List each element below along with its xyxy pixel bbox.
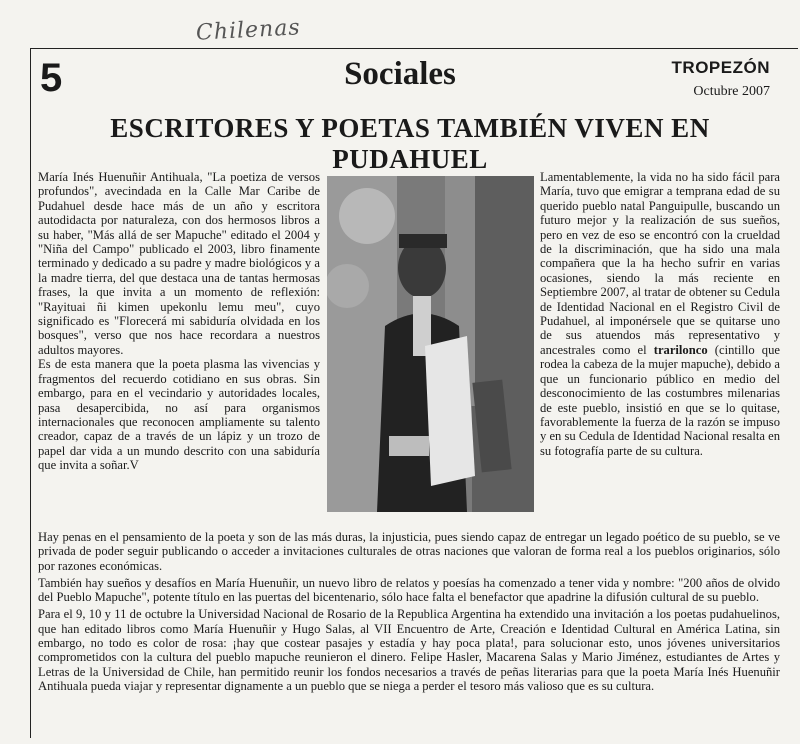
paragraph: También hay sueños y desafíos en María Huenuñir, un nuevo libro de relatos y poesías ha comenzado a tener vida y nombre: "200 años de olvido del Pueblo Mapuche", potente título en las puertas del bicentenario, sólo hace falta el benefactor que apadrine la difusión cultural de su pueblo. (38, 575, 780, 605)
paragraph-text: Lamentablemente, la vida no ha sido fácil para María, tuvo que emigrar a temprana edad de su querido pueblo natal Panguipulle, buscando un futuro mejor y la realización de sus sueños, pero en vez de eso se encontró con la crueldad de la discriminación, que ha sido una mala compañera que la ha hecho sufrir en varias ocasiones, siendo la más reciente en Septiembre 2007, al tratar de obtener su Cedula de Identidad Nacional en el Registro Civil de Pudahuel, al imponérsele que se quitarse uno de sus atuendos más representativo y ancestrales como el (540, 170, 780, 357)
article-column-right (540, 170, 780, 458)
publication-name: TROPEZÓN (671, 58, 770, 77)
paragraph: Hay penas en el pensamiento de la poeta y son de las más duras, la injusticia, pues siendo capaz de entregar un legado poético de su pueblo, se ve privada de poder seguir publicando o acceder a invitaciones culturales de otras naciones que valoran de forma real a los pueblos originarios, sólo por razones económicas. (38, 530, 780, 573)
poet-photo (327, 176, 534, 512)
publication-date: Octubre 2007 (693, 84, 770, 99)
paragraph (540, 170, 780, 458)
paragraph: Es de esta manera que la poeta plasma las vivencias y fragmentos del recuerdo cotidiano en sus obras. Sin embargo, para en el vecindario y autoridades locales, pasa desapercibida, no así para organismos internacionales que reconocen ampliamente su talento creador, capaz de a través de un lápiz y un trozo de papel dar vida a un mundo descrito con una sabiduría que invita a soñar.V (38, 357, 320, 473)
masthead (672, 58, 770, 100)
page-number: 5 (40, 56, 63, 100)
article-column-left (38, 170, 320, 473)
article-headline: ESCRITORES Y POETAS TAMBIÉN VIVEN EN PUDAHUEL (110, 113, 710, 174)
paragraph: Para el 9, 10 y 11 de octubre la Universidad Nacional de Rosario de la Republica Argentina ha extendido una invitación a los poetas pudahuelinos, que han editado libros como María Huenuñir y Hugo Salas, al VII Encuentro de Arte, Creación e Identidad Cultural en América Latina, sin embargo, no todo es color de rosa: ¡hay que costear pasajes y estadía y hay poca plata!, para solucionar esto, unos jóvenes universitarios comprometidos con la cultura del pueblo mapuche reunieron el dinero. Felipe Hasler, Macarena Salas y Mario Jiménez, estudiantes de Artes y Letras de la Universidad de Chile, han permitido reunir los fondos necesarios a través de peñas literarias para que la poeta María Inés Huenuñir Antihuala pueda viajar y representar dignamente a un pueblo que se niega a perder el tesoro más valioso que es su cultura. (38, 607, 780, 693)
paragraph-text: (cintillo que rodea la cabeza de la mujer mapuche), debido a que un funcionario público en medio del desconocimiento de las costumbres milenarias de este pueblo, insistió en que se lo quitase, favorablemente la fuerza de la razón se impuso y en su Cedula de Identidad Nacional resalta en su fotografía parte de su cultura. (540, 342, 780, 458)
article-bottom-section (38, 530, 780, 696)
section-title: Sociales (344, 56, 456, 92)
paragraph: María Inés Huenuñir Antihuala, "La poetiza de versos profundos", avecindada en la Calle Mar Caribe de Pudahuel desde hace más de un año y escritora autodidacta por naturaleza, con dos hermosos libros a su haber, "Más allá de ser Mapuche" editado el 2004 y "Niña del Campo" publicado el 2003, libro finamente terminado y dedicado a su padre y madre biológicos y a la madre tierra, del que destaca una de tantas hermosas frases, la que invita a un momento de reflexión: "Rayituai ñi kimen upekonlu lemu meu", cuyo significado es "Florecerá mi sabiduría olvidada en los bosques", verso que nos hace recordara a nuestros adultos mayores. (38, 170, 320, 357)
poet-portrait-illustration (327, 176, 534, 512)
handwritten-note: Chilenas (195, 15, 302, 46)
term-trarilonco: trarilonco (653, 342, 708, 357)
